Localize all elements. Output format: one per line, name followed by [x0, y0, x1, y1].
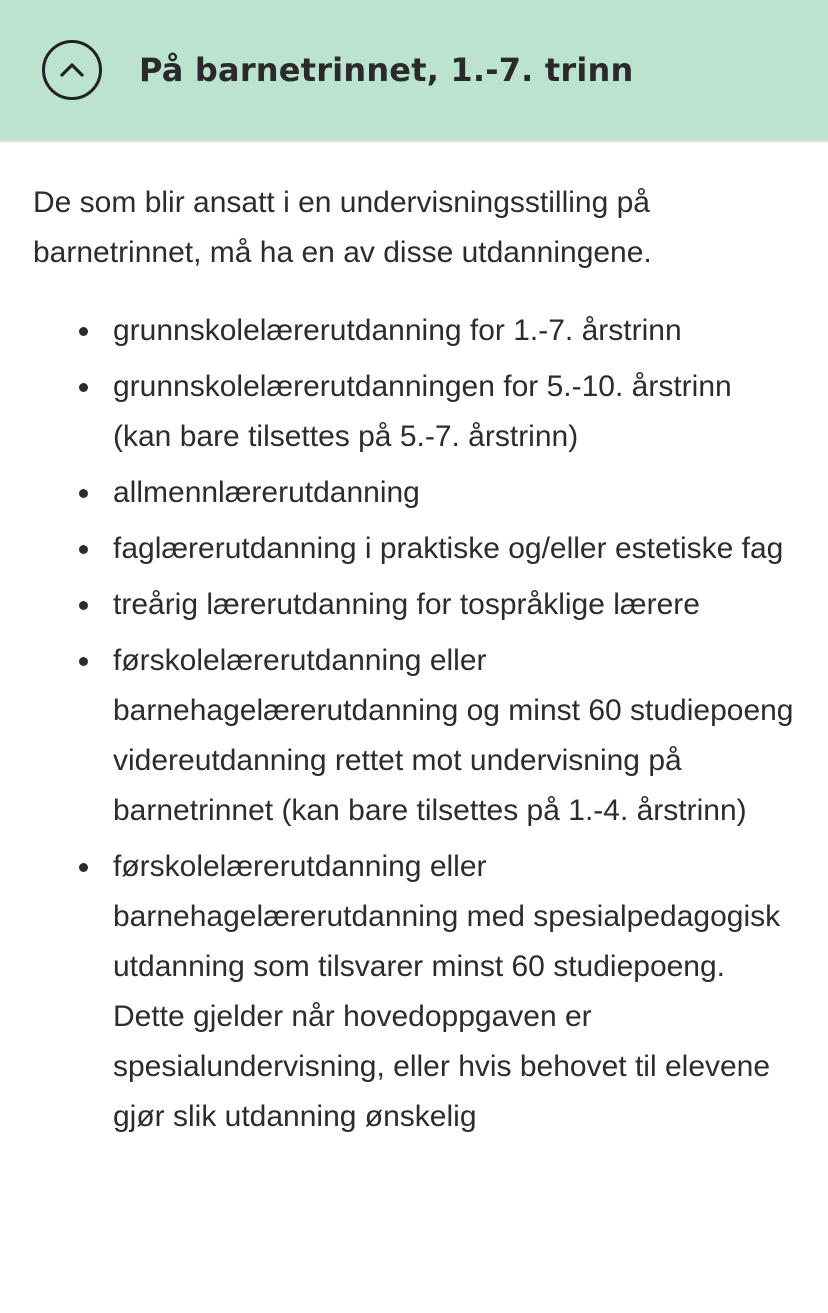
- bullet-icon: [79, 327, 88, 336]
- bullet-icon: [79, 601, 88, 610]
- accordion-header[interactable]: [0, 0, 828, 142]
- list-item: [33, 468, 794, 518]
- collapse-toggle-button[interactable]: [42, 40, 102, 100]
- bullet-icon: [79, 545, 88, 554]
- list-item: [33, 524, 794, 574]
- list-item-text: førskolelærerutdanning eller barnehagelærerutdanning med spesialpedagogisk utdanning som tilsvarer minst 60 studiepoeng. Dette gjelder når hovedoppgaven er spesialundervisning, eller hvis behovet til elevene gjør slik utdanning ønskelig: [113, 850, 781, 1133]
- bullet-icon: [79, 383, 88, 392]
- education-list: [33, 306, 794, 1142]
- list-item-text: grunnskolelærerutdanningen for 5.-10. årstrinn (kan bare tilsettes på 5.-7. årstrinn): [113, 370, 732, 453]
- accordion-content: [0, 142, 828, 1142]
- list-item-text: førskolelærerutdanning eller barnehagelærerutdanning og minst 60 studiepoeng videreutdanning rettet mot undervisning på barnetrinnet (kan bare tilsettes på 1.-4. årstrinn): [113, 644, 794, 827]
- list-item: [33, 362, 794, 462]
- intro-text: De som blir ansatt i en undervisningsstilling på barnetrinnet, må ha en av disse utdanningene.: [33, 186, 652, 269]
- list-item-text: allmennlærerutdanning: [113, 476, 420, 509]
- accordion-title: På barnetrinnet, 1.-7. trinn: [139, 51, 634, 89]
- list-item: [33, 842, 794, 1142]
- list-item-text: faglærerutdanning i praktiske og/eller estetiske fag: [113, 532, 784, 565]
- list-item: [33, 636, 794, 836]
- list-item: [33, 580, 794, 630]
- list-item-text: grunnskolelærerutdanning for 1.-7. årstrinn: [113, 314, 682, 347]
- bullet-icon: [79, 489, 88, 498]
- chevron-up-icon: [59, 62, 85, 78]
- list-item-text: treårig lærerutdanning for tospråklige lærere: [113, 588, 700, 621]
- bullet-icon: [79, 863, 88, 872]
- list-item: [33, 306, 794, 356]
- bullet-icon: [79, 657, 88, 666]
